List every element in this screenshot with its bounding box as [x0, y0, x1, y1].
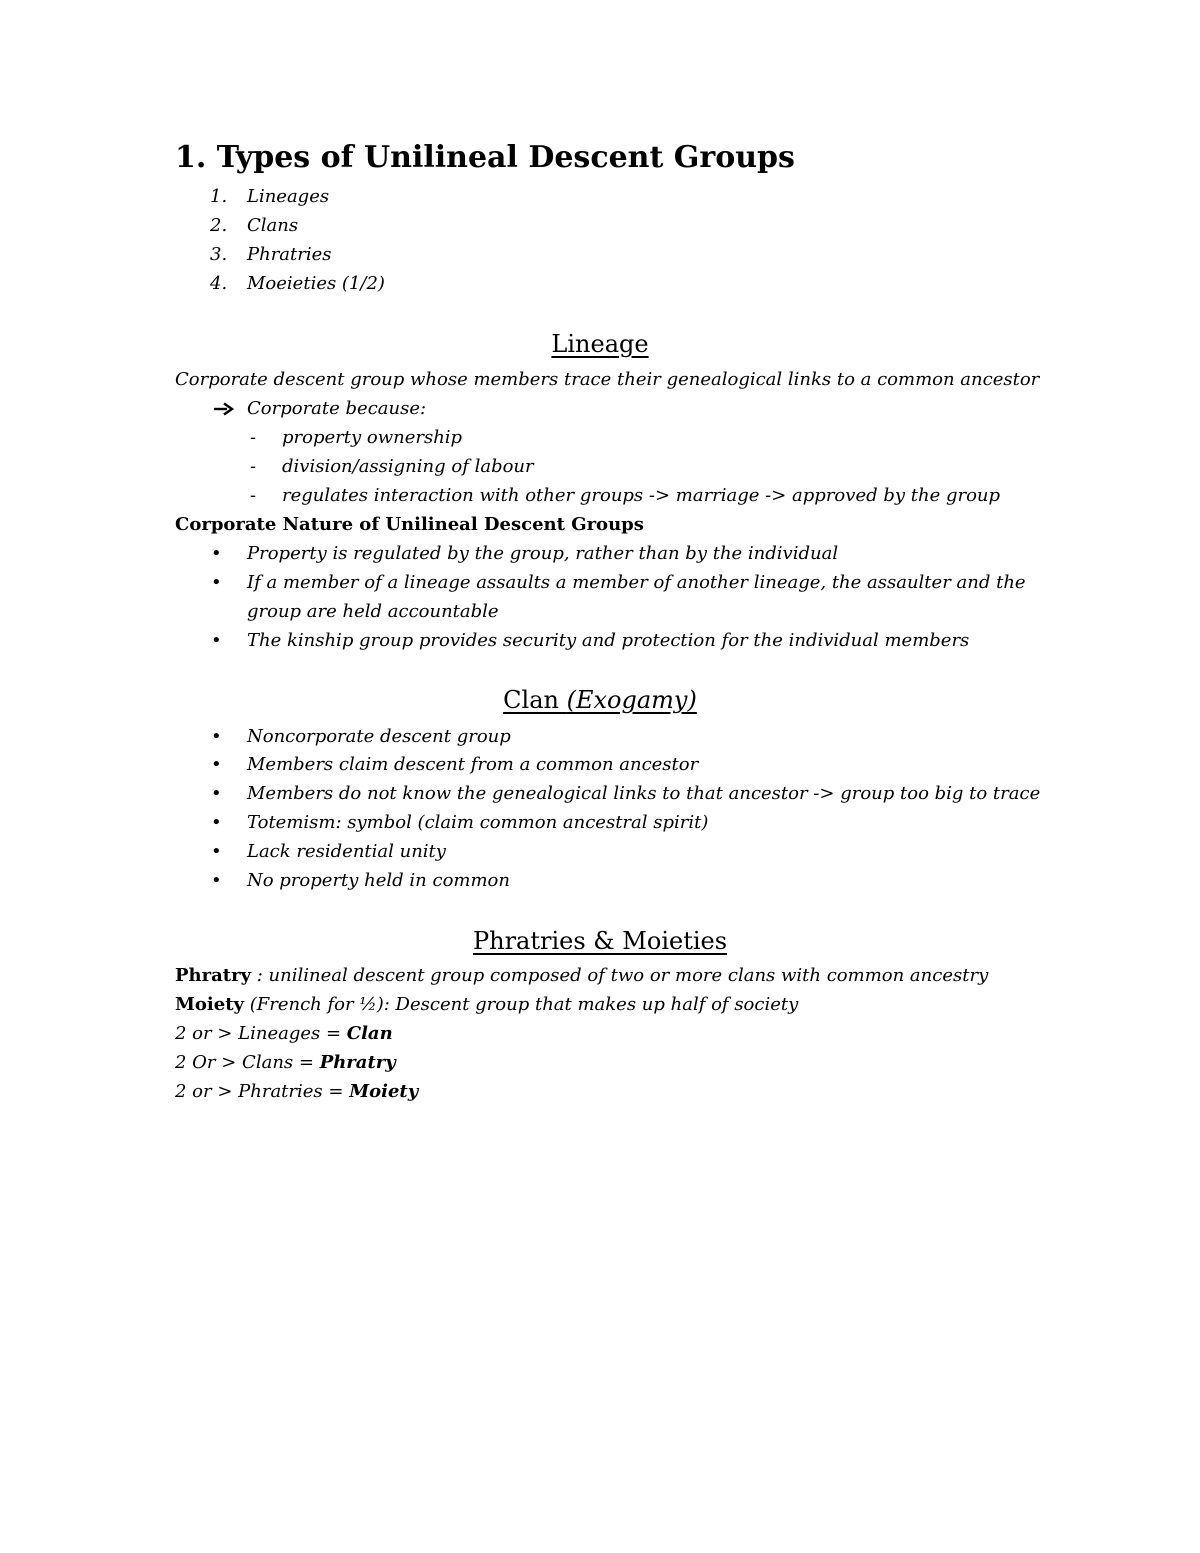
equation — [175, 1019, 393, 1048]
bullet-icon: • — [211, 870, 222, 891]
list-item: Clans — [247, 215, 299, 236]
section-title-clan — [0, 686, 1200, 714]
phratry-term: Phratry — [175, 965, 252, 986]
equation-lhs: 2 Or > Clans = — [175, 1052, 320, 1073]
phratry-definition — [175, 961, 988, 990]
list-item: Lineages — [247, 186, 330, 207]
list-number: 3. — [210, 244, 228, 265]
phratry-def: : unilineal descent group composed of two or more clans with common ancestry — [251, 965, 989, 986]
dash-bullet: - — [250, 485, 257, 506]
bullet-icon: • — [211, 543, 222, 564]
corporate-nature-title: Corporate Nature of Unilineal Descent Groups — [175, 514, 644, 535]
dash-bullet: - — [250, 456, 257, 477]
reason-item: regulates interaction with other groups -> marriage -> approved by the group — [282, 485, 1001, 506]
bullet-icon: • — [211, 783, 222, 804]
bullet-item: The kinship group provides security and protection for the individual members — [247, 630, 970, 651]
dash-bullet: - — [250, 427, 257, 448]
bullet-item: Lack residential unity — [247, 841, 446, 862]
bullet-item: Members do not know the genealogical links to that ancestor -> group too big to trace — [247, 783, 1041, 804]
list-number: 1. — [210, 186, 228, 207]
bullet-icon: • — [211, 630, 222, 651]
section-title-lineage: Lineage — [551, 330, 649, 358]
right-arrow-icon — [213, 394, 235, 423]
moiety-def: (French for ½): Descent group that makes up half of society — [244, 994, 799, 1015]
corporate-because: Corporate because: — [247, 398, 427, 419]
list-item: Moeieties (1/2) — [247, 273, 385, 294]
bullet-icon: • — [211, 572, 222, 593]
bullet-icon: • — [211, 754, 222, 775]
lineage-definition: Corporate descent group whose members trace their genealogical links to a common ancestor — [175, 369, 1040, 390]
reason-item: property ownership — [282, 427, 463, 448]
equation-rhs: Phratry — [319, 1052, 396, 1073]
equation-lhs: 2 or > Lineages = — [175, 1023, 347, 1044]
section-title-phratries: Phratries & Moieties — [472, 927, 728, 955]
reason-item: division/assigning of labour — [282, 456, 534, 477]
clan-title-paren: (Exogamy) — [566, 686, 697, 714]
bullet-item: Noncorporate descent group — [247, 726, 511, 747]
clan-title: Clan — [503, 686, 559, 714]
bullet-item: Property is regulated by the group, rather than by the individual — [247, 543, 839, 564]
bullet-item: Members claim descent from a common ancestor — [247, 754, 699, 775]
moiety-definition — [175, 990, 798, 1019]
list-number: 2. — [210, 215, 228, 236]
bullet-item: No property held in common — [247, 870, 510, 891]
list-number: 4. — [210, 273, 228, 294]
bullet-icon: • — [211, 726, 222, 747]
bullet-item-continuation: group are held accountable — [247, 601, 499, 622]
bullet-icon: • — [211, 841, 222, 862]
bullet-icon: • — [211, 812, 222, 833]
equation — [175, 1077, 418, 1106]
moiety-term: Moiety — [175, 994, 244, 1015]
equation — [175, 1048, 396, 1077]
equation-rhs: Moiety — [349, 1081, 419, 1102]
list-item: Phratries — [247, 244, 332, 265]
page-heading: 1. Types of Unilineal Descent Groups — [175, 140, 795, 175]
equation-lhs: 2 or > Phratries = — [175, 1081, 350, 1102]
equation-rhs: Clan — [346, 1023, 393, 1044]
bullet-item: If a member of a lineage assaults a member of another lineage, the assaulter and the — [247, 572, 1026, 593]
bullet-item: Totemism: symbol (claim common ancestral spirit) — [247, 812, 709, 833]
